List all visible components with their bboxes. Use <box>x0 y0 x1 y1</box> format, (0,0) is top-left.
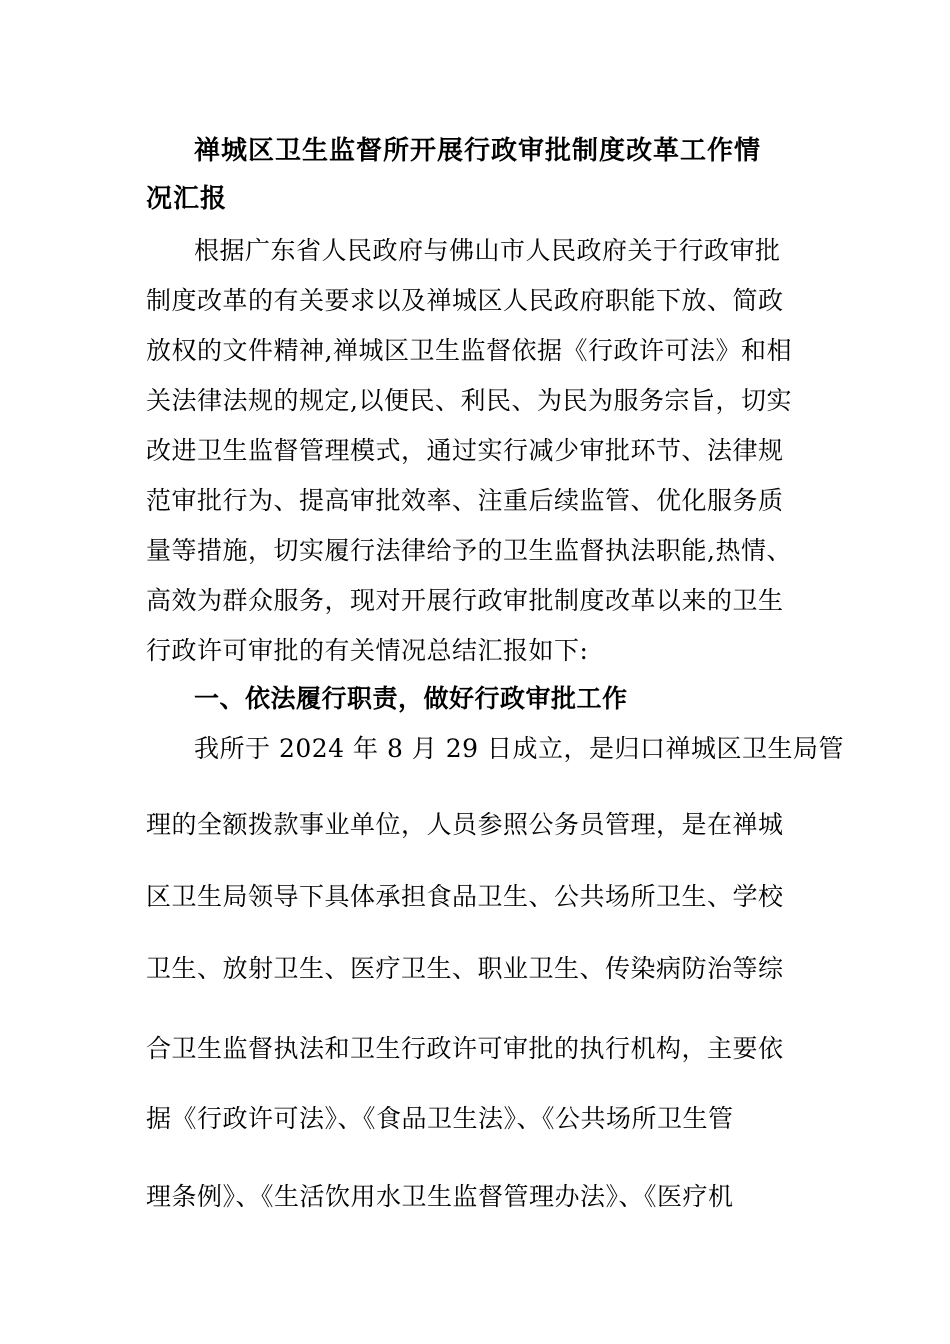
section1-line-6: 据《行政许可法》、《食品卫生法》、《公共场所卫生管 <box>146 1104 734 1133</box>
section1-line-3: 区卫生局领导下具体承担食品卫生、公共场所卫生、学校 <box>146 882 784 911</box>
intro-line-8: 高效为群众服务，现对开展行政审批制度改革以来的卫生 <box>146 586 784 615</box>
section1-line-7: 理条例》、《生活饮用水卫生监督管理办法》、《医疗机 <box>146 1182 734 1211</box>
section1-heading: 一、依法履行职责，做好行政审批工作 <box>194 684 628 713</box>
document-title-line-1: 禅城区卫生监督所开展行政审批制度改革工作情 <box>194 136 762 166</box>
document-title-line-2: 况汇报 <box>146 184 228 214</box>
intro-line-4: 关法律法规的规定,以便民、利民、为民为服务宗旨，切实 <box>146 386 792 415</box>
intro-line-5: 改进卫生监督管理模式，通过实行减少审批环节、法律规 <box>146 436 784 465</box>
intro-line-3: 放权的文件精神,禅城区卫生监督依据《行政许可法》和相 <box>146 336 792 365</box>
intro-line-6: 范审批行为、提高审批效率、注重后续监管、优化服务质 <box>146 486 784 515</box>
intro-line-1: 根据广东省人民政府与佛山市人民政府关于行政审批 <box>194 236 781 265</box>
intro-line-2: 制度改革的有关要求以及禅城区人民政府职能下放、简政 <box>146 286 784 315</box>
intro-line-9: 行政许可审批的有关情况总结汇报如下: <box>146 636 589 665</box>
section1-line-1: 我所于 2024 年 8 月 29 日成立，是归口禅城区卫生局管 <box>194 734 845 763</box>
intro-line-7: 量等措施，切实履行法律给予的卫生监督执法职能,热情、 <box>146 536 792 565</box>
section1-line-5: 合卫生监督执法和卫生行政许可审批的执行机构，主要依 <box>146 1034 784 1063</box>
section1-line-4: 卫生、放射卫生、医疗卫生、职业卫生、传染病防治等综 <box>146 954 784 983</box>
section1-line-2: 理的全额拨款事业单位，人员参照公务员管理，是在禅城 <box>146 810 784 839</box>
